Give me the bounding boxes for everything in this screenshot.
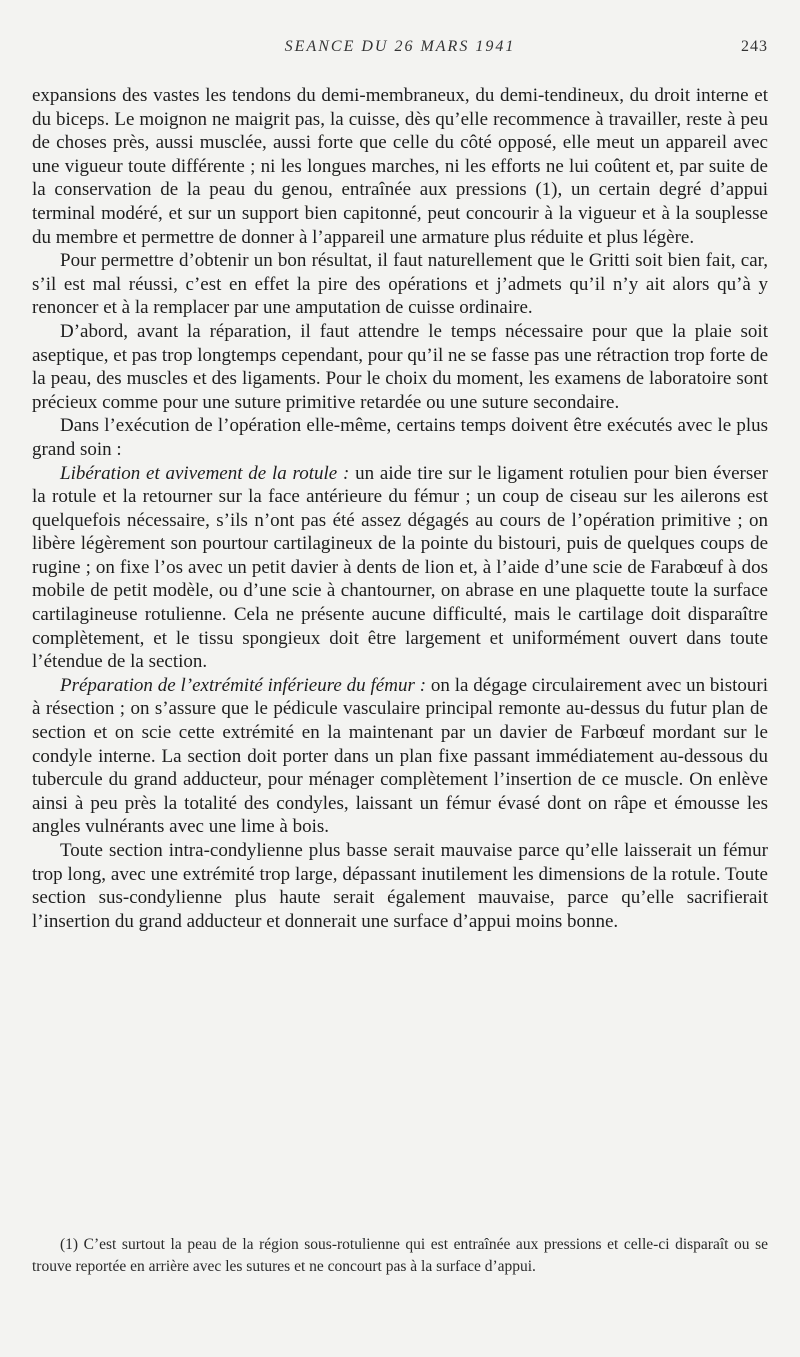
section-heading-italic: Préparation de l’extrémité inférieure du fémur : <box>60 674 427 696</box>
paragraph-continuation <box>32 84 768 249</box>
running-head: SEANCE DU 26 MARS 1941 <box>284 38 516 55</box>
paragraph-text: D’abord, avant la réparation, il faut attendre le temps nécessaire pour que la plaie soit aseptique, et pas trop longtemps cependant, pour qu’il ne se fasse pas une rétraction trop forte de la peau, des muscles et des ligaments. Pour le choix du moment, les examens de laboratoire sont précieux comme pour une suture primitive retardée ou une suture secondaire. <box>32 320 768 413</box>
paragraph-text: on la dégage circulairement avec un bistouri à résection ; on s’assure que le pédicule vasculaire principal remonte au-dessus du futur plan de section et on scie cette extrémité en la maintenant par un davier de Farbœuf mordant sur le condyle interne. La section doit porter dans un plan fixe passant immédiatement au-dessous du tubercule du grand adducteur, pour ménager complètement l’insertion de ce muscle. On enlève ainsi à peu près la totalité des condyles, laissant un fémur évasé dont on râpe et émousse les angles vulnérants avec une lime à bois. <box>32 674 768 838</box>
page-header <box>32 38 768 62</box>
paragraph <box>32 839 768 933</box>
paragraph <box>32 249 768 320</box>
paragraph-rotule <box>32 462 768 674</box>
paragraph-text: Pour permettre d’obtenir un bon résultat, il faut naturellement que le Gritti soit bien fait, car, s’il est mal réussi, c’est en effet la pire des opérations et j’admets qu’il n’y ait alors qu’à y renoncer et à la remplacer par une amputation de cuisse ordinaire. <box>32 250 768 319</box>
paragraph-femur <box>32 674 768 839</box>
body-text <box>32 84 768 933</box>
paragraph <box>32 320 768 414</box>
paragraph-text: expansions des vastes les tendons du demi-membraneux, du demi-tendineux, du droit interne et du biceps. Le moignon ne maigrit pas, la cuisse, dès qu’elle recommence à travailler, reste à peu de choses près, aussi musclée, aussi forte que celle du côté opposé, elle meut un appareil avec une vigueur toute différente ; ni les longues marches, ni les efforts ne lui coûtent et, par suite de la conservation de la peau du genou, entraînée aux pressions (1), un certain degré d’appui terminal modéré, et sur un support bien capitonné, peut concourir à la vigueur et à la souplesse du membre et permettre de donner à l’appareil une armature plus réduite et plus légère. <box>32 85 768 248</box>
paragraph-text: un aide tire sur le ligament rotulien pour bien éverser la rotule et la retourner sur la face antérieure du fémur ; un coup de ciseau sur les ailerons est quelquefois nécessaire, s’ils n’ont pas été assez dégagés au cours de l’opération primitive ; on libère légèrement son pourtour cartilagineux de la pointe du bistouri, puis de quelques coups de rugine ; on fixe l’os avec un petit davier à dents de lion et, à l’aide d’une scie de Farabœuf à dos mobile de petit modèle, ou d’une scie à chantourner, on abrase en une plaquette toute la surface cartilagineuse rotulienne. Cela ne présente aucune difficulté, mais le cartilage doit disparaître complètement, et le tissu spongieux doit être largement et uniformément ouvert dans toute l’étendue de la section. <box>32 462 768 673</box>
paragraph <box>32 414 768 461</box>
section-heading-italic: Libération et avivement de la rotule : <box>60 462 350 484</box>
footnote: (1) C’est surtout la peau de la région sous-rotulienne qui est entraînée aux pressions et celle-ci disparaît ou se trouve reportée en arrière avec les sutures et ne concourt pas à la surface d’appui. <box>32 1236 768 1275</box>
page-number: 243 <box>741 38 768 55</box>
paragraph-text: Toute section intra-condylienne plus basse serait mauvaise parce qu’elle laisserait un fémur trop long, avec une extrémité trop large, dépassant inutilement les dimensions de la rotule. Toute section sus-condylienne plus haute serait également mauvaise, parce qu’elle sacrifierait l’insertion du grand adducteur et donnerait une surface d’appui moins bonne. <box>32 840 768 932</box>
paragraph-text: Dans l’exécution de l’opération elle-même, certains temps doivent être exécutés avec le plus grand soin : <box>32 415 768 460</box>
